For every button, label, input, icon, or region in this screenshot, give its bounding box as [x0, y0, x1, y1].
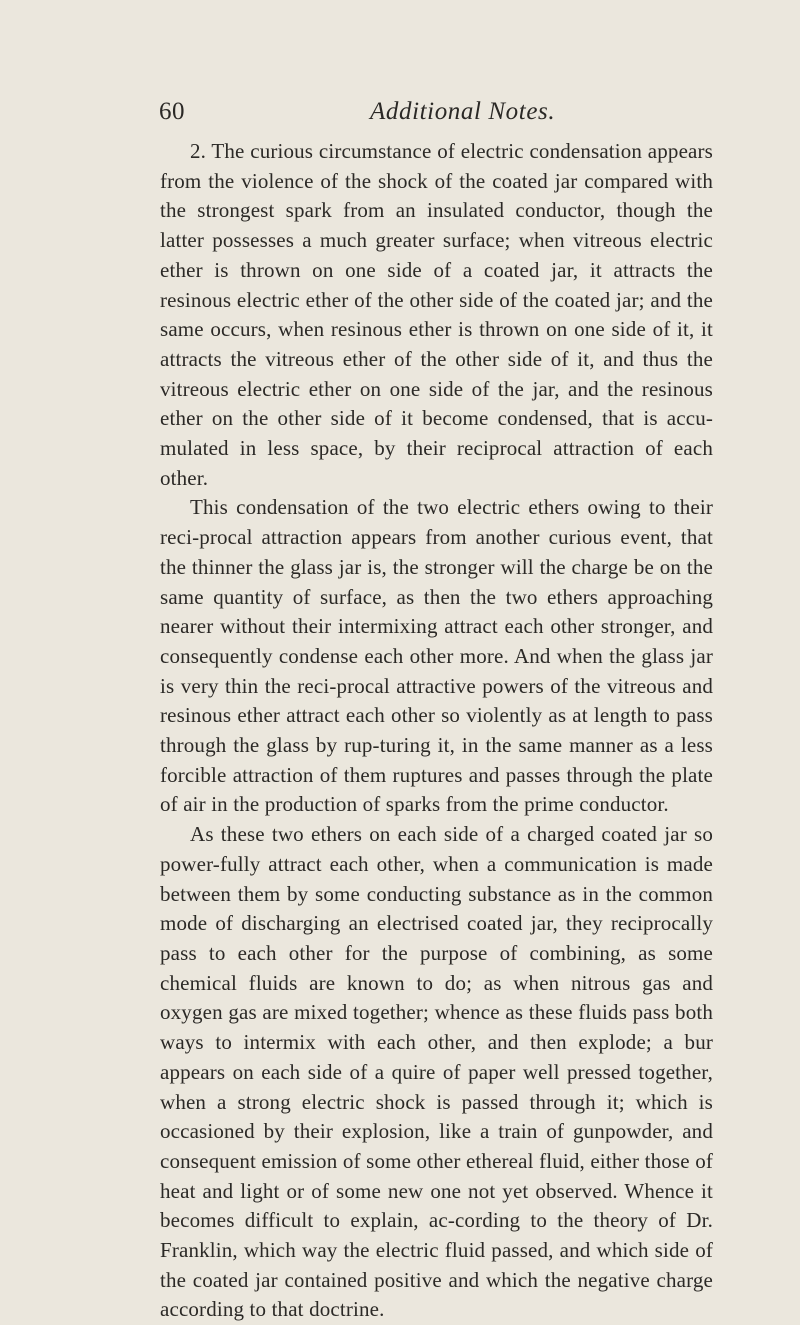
paragraph-2: This condensation of the two electric ethers owing to their reci-procal attraction appears from another curious event, that the thinner the glass jar is, the stronger will the charge be on the same quantity of surface, as then the two ethers approaching nearer without their intermixing attract each other stronger, and consequently condense each other more. And when the glass jar is very thin the reci-procal attractive powers of the vitreous and resinous ether attract each other so violently as at length to pass through the glass by rup-turing it, in the same manner as a less forcible attraction of them ruptures and passes through the plate of air in the production of sparks from the prime conductor. [160, 495, 713, 817]
page-number: 60 [159, 98, 185, 125]
page-header [0, 98, 800, 138]
running-head: Additional Notes. [370, 98, 556, 125]
paragraph-1: 2. The curious circumstance of electric condensation appears from the violence of the shock of the coated jar compared with the strongest spark from an insulated conductor, though the latter possesses a much greater surface; when vitreous electric ether is thrown on one side of a coated jar, it attracts the resinous electric ether of the other side of the coated jar; and the same occurs, when resinous ether is thrown on one side of it, it attracts the vitreous ether of the other side of it, and thus the vitreous electric ether on one side of the jar, and the resinous ether on the other side of it become condensed, that is accu-mulated in less space, by their reciprocal attraction of each other. [160, 139, 713, 490]
body-text [160, 137, 713, 1325]
paragraph-3: As these two ethers on each side of a charged coated jar so power-fully attract each other, when a communication is made between them by some conducting substance as in the common mode of discharging an electrised coated jar, they reciprocally pass to each other for the purpose of combining, as some chemical fluids are known to do; as when nitrous gas and oxygen gas are mixed together; whence as these fluids pass both ways to intermix with each other, and then explode; a bur appears on each side of a quire of paper well pressed together, when a strong electric shock is passed through it; which is occasioned by their explosion, like a train of gunpowder, and consequent emission of some other ethereal fluid, either those of heat and light or of some new one not yet observed. Whence it becomes difficult to explain, ac-cording to the theory of Dr. Franklin, which way the electric fluid passed, and which side of the coated jar contained positive and which the negative charge according to that doctrine. [160, 822, 713, 1322]
